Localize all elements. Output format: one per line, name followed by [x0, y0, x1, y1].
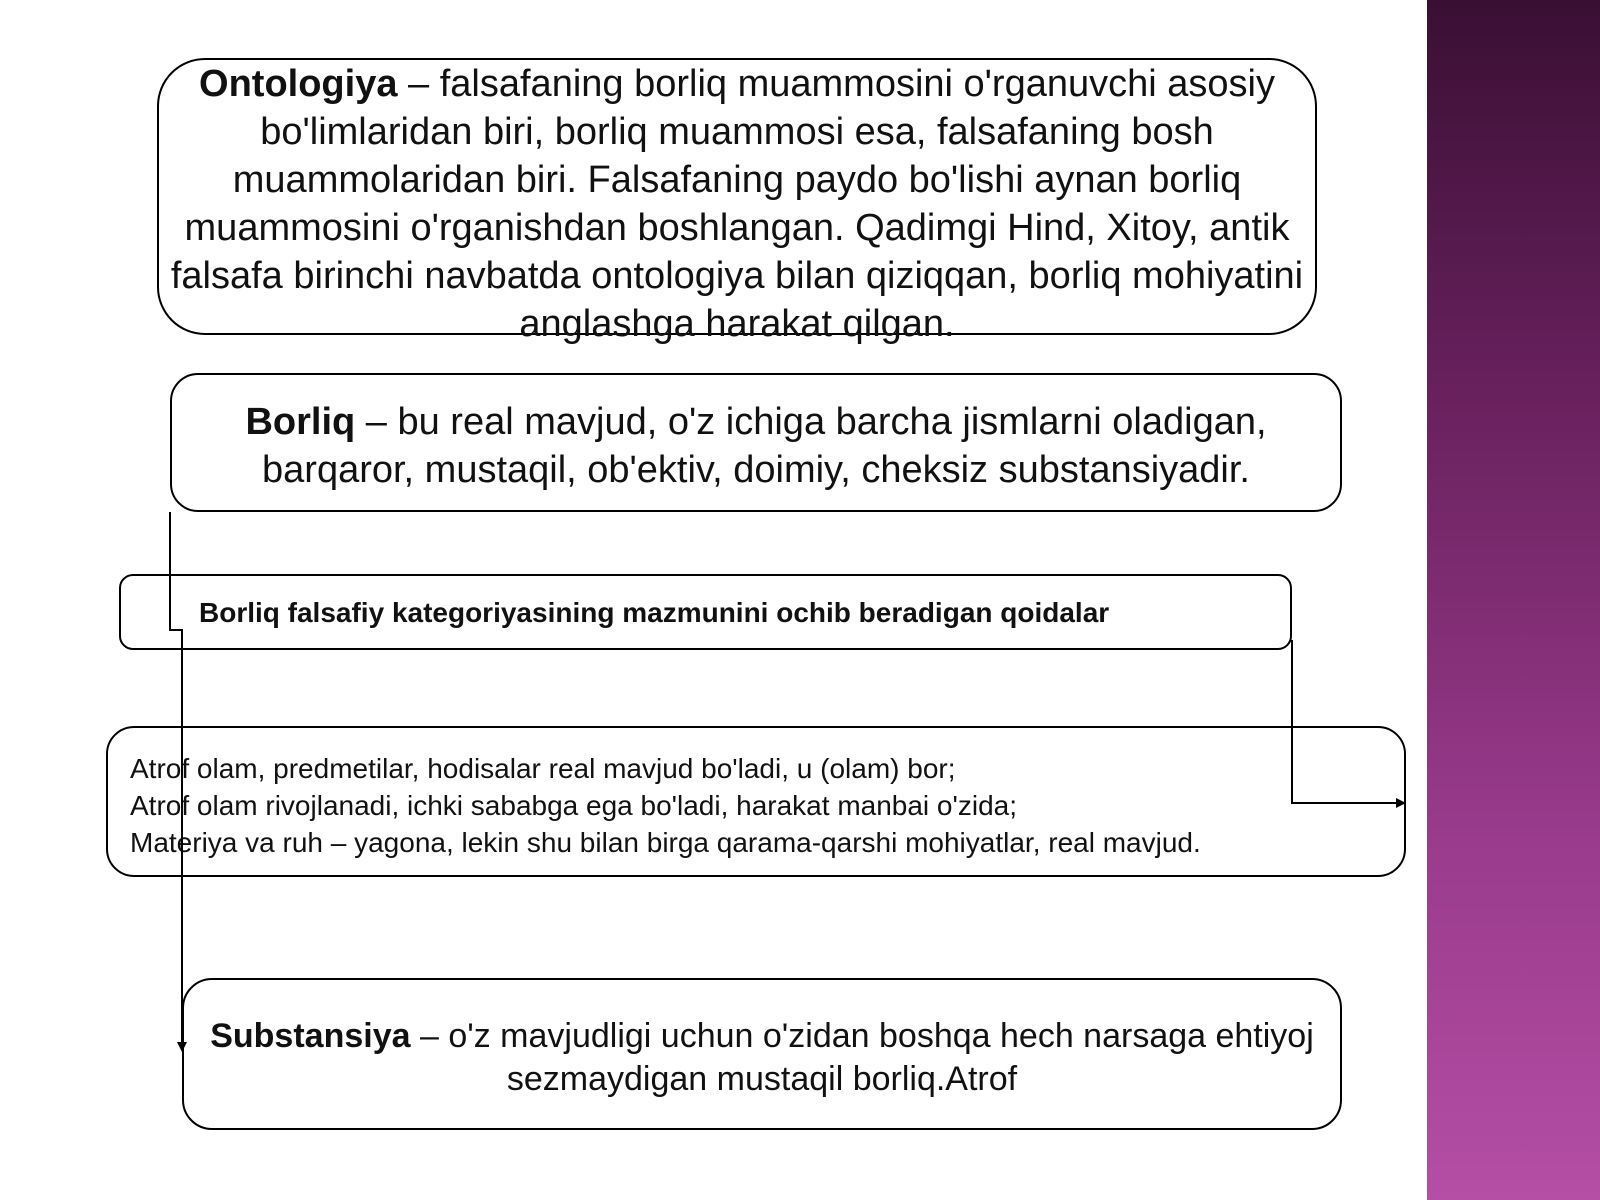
rules-box [106, 726, 1406, 877]
ontologiya-term: Ontologiya [199, 63, 398, 105]
qoidalar-title-box [119, 574, 1292, 650]
rule-item: Atrof olam rivojlanadi, ichki sababga ega bo'ladi, harakat manbai o'zida; [130, 790, 1017, 821]
borliq-box [170, 373, 1342, 512]
substansiya-box [182, 978, 1342, 1130]
rule-item: Atrof olam, predmetilar, hodisalar real mavjud bo'ladi, u (olam) bor; [130, 753, 956, 784]
qoidalar-title: Borliq falsafiy kategoriyasining mazmunini ochib beradigan qoidalar [199, 597, 1110, 628]
rule-item: Materiya va ruh – yagona, lekin shu bilan birga qarama-qarshi mohiyatlar, real mavjud. [130, 827, 1201, 858]
ontologiya-definition: – falsafaning borliq muammosini o'rganuvchi asosiy bo'limlaridan biri, borliq muammosi esa, falsafaning bosh muammolaridan biri. Falsafaning paydo bo'lishi aynan borliq muammosini o'rganishdan boshlangan. Qadimgi Hind, Xitoy, antik falsafa birinchi navbatda ontologiya bilan qiziqqan, borliq mohiyatini anglashga harakat qilgan. [170, 63, 1304, 345]
decorative-side-band [1427, 0, 1600, 1200]
substansiya-term: Substansiya [210, 1017, 411, 1055]
borliq-term: Borliq [245, 401, 356, 443]
borliq-definition: – bu real mavjud, o'z ichiga barcha jismlarni oladigan, barqaror, mustaqil, ob'ektiv, doimiy, cheksiz substansiyadir. [262, 401, 1267, 491]
ontologiya-box [157, 58, 1317, 345]
substansiya-definition: – o'z mavjudligi uchun o'zidan boshqa hech narsaga ehtiyoj sezmaydigan mustaqil borliq.Atrof [410, 1017, 1314, 1098]
